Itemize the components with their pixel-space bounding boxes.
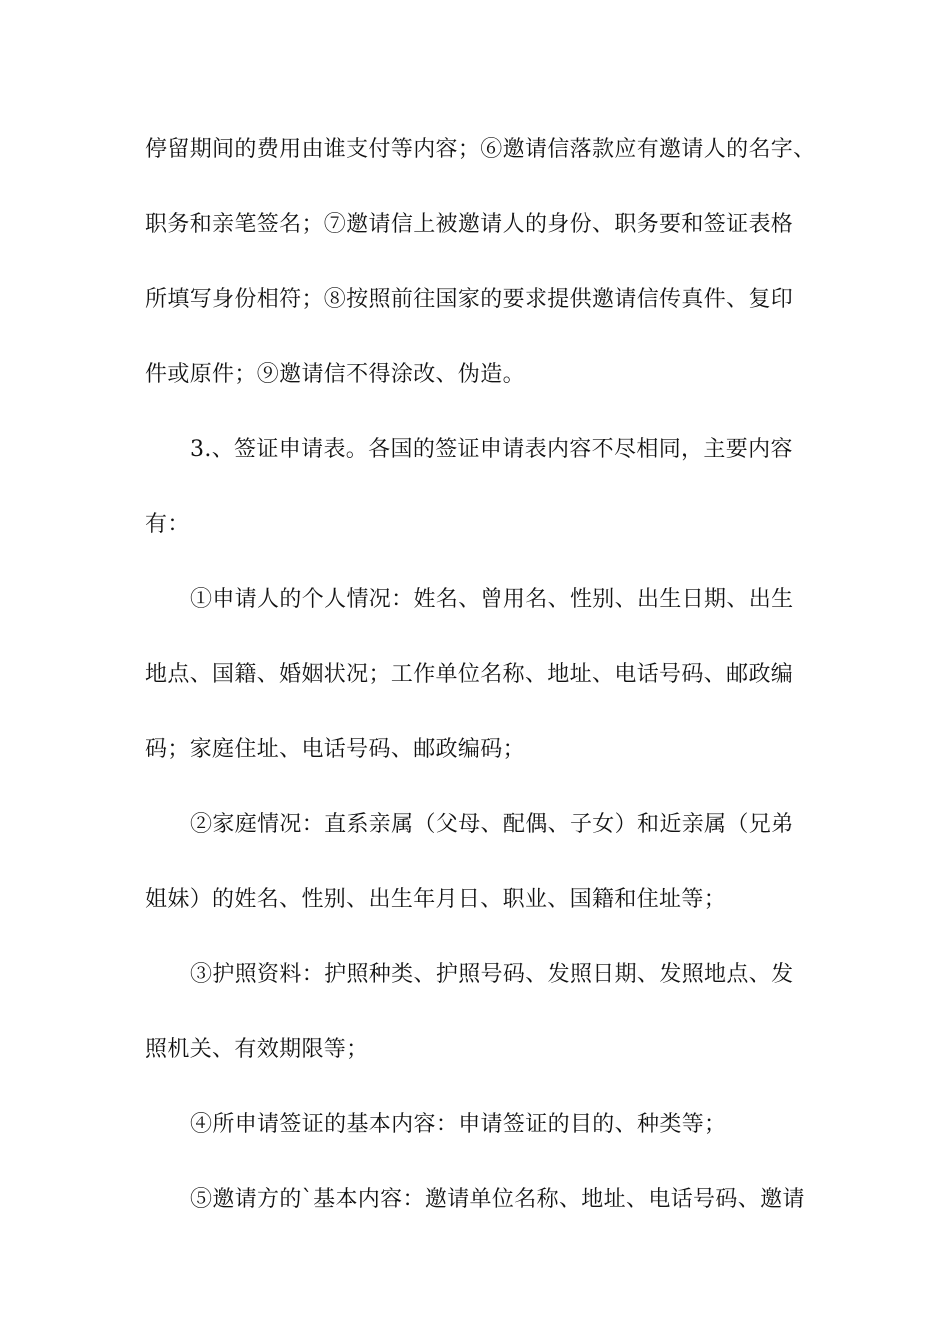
list-item: ②家庭情况：直系亲属（父母、配偶、子女）和近亲属（兄弟 [190, 812, 794, 837]
list-item: ④所申请签证的基本内容：申请签证的目的、种类等； [190, 1112, 727, 1137]
list-item: ③护照资料：护照种类、护照号码、发照日期、发照地点、发 [190, 962, 794, 987]
text-line: 姐妹）的姓名、性别、出生年月日、职业、国籍和住址等； [145, 887, 727, 912]
text-line: 所填写身份相符；⑧按照前往国家的要求提供邀请信传真件、复印 [145, 287, 794, 312]
text-line: 职务和亲笔签名；⑦邀请信上被邀请人的身份、职务要和签证表格 [145, 212, 794, 237]
list-item: ①申请人的个人情况：姓名、曾用名、性别、出生日期、出生 [190, 587, 794, 612]
text-line: 有： [145, 512, 190, 537]
text-line: 地点、国籍、婚姻状况；工作单位名称、地址、电话号码、邮政编 [145, 662, 794, 687]
section-heading: 3.、签证申请表。各国的签证申请表内容不尽相同，主要内容 [190, 437, 793, 462]
text-line: 停留期间的费用由谁支付等内容；⑥邀请信落款应有邀请人的名字、 [145, 137, 816, 162]
list-item: ⑤邀请方的`基本内容：邀请单位名称、地址、电话号码、邀请 [190, 1187, 805, 1212]
text-line: 码；家庭住址、电话号码、邮政编码； [145, 737, 525, 762]
text-line: 件或原件；⑨邀请信不得涂改、伪造。 [145, 362, 525, 387]
text-line: 照机关、有效期限等； [145, 1037, 369, 1062]
